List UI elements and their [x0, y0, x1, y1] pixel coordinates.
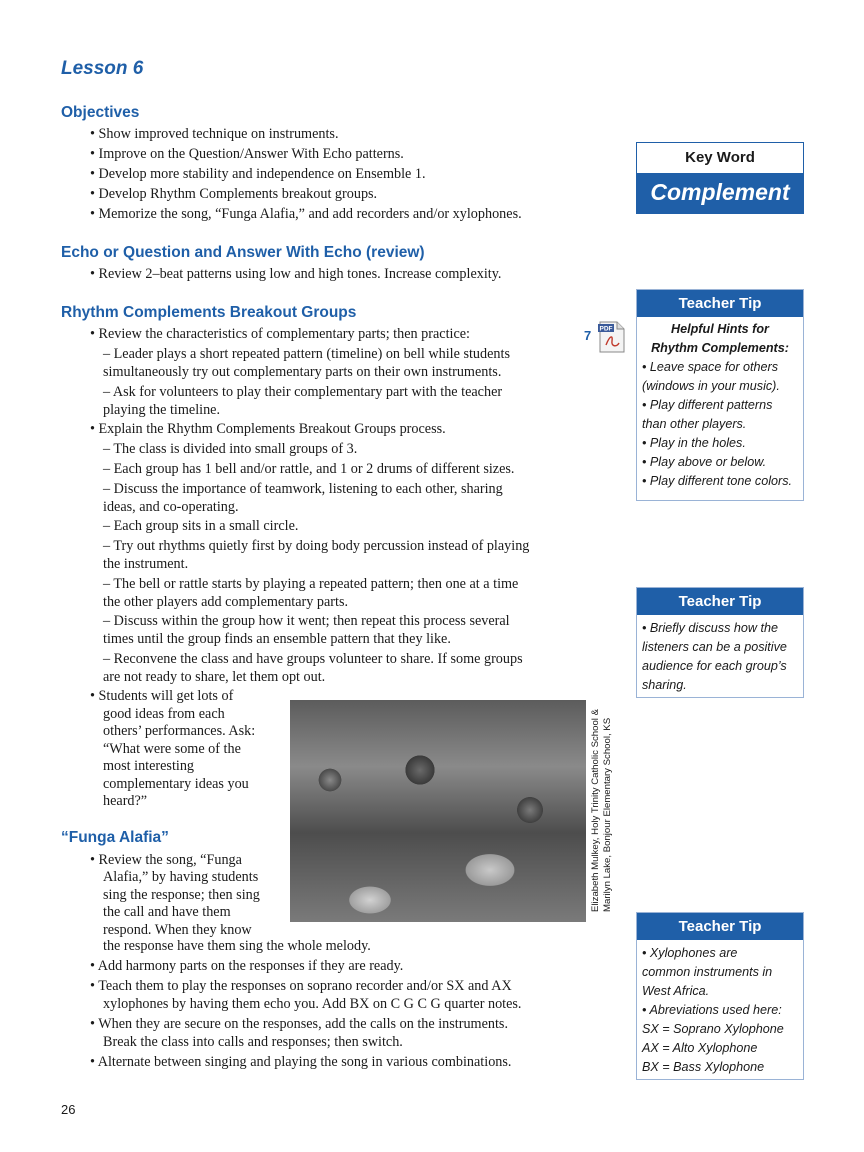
pdf-badge-text: PDF	[599, 325, 613, 333]
teacher-tip-box	[636, 587, 804, 698]
rhythm-line: – Reconvene the class and have groups volunteer to share. If some groups	[103, 651, 523, 667]
funga-line: the call and have them	[103, 904, 231, 920]
tip-line: listeners can be a positive	[642, 640, 787, 654]
tip-line: SX = Soprano Xylophone	[642, 1022, 784, 1036]
objective-item: • Develop Rhythm Complements breakout groups.	[90, 186, 378, 202]
funga-line: • Teach them to play the responses on soprano recorder and/or SX and AX	[90, 978, 512, 994]
tip-line: • Play different tone colors.	[642, 474, 793, 488]
tip-line: common instruments in	[642, 965, 773, 979]
objective-item: • Develop more stability and independence on Ensemble 1.	[90, 166, 426, 182]
classroom-drumming-photo	[290, 700, 586, 922]
tip-line: AX = Alto Xylophone	[642, 1041, 758, 1055]
rhythm-line: – Discuss within the group how it went; then repeat this process several	[103, 613, 510, 629]
tip-subtitle: Helpful Hints for	[671, 322, 769, 336]
rhythm-line: good ideas from each	[103, 706, 225, 722]
teacher-tip-heading: Teacher Tip	[637, 913, 803, 940]
tip-line: • Xylophones are	[642, 946, 738, 960]
key-word-box	[636, 142, 804, 214]
rhythm-line: are not ready to share, let them opt out.	[103, 669, 326, 685]
rhythm-line: ideas, and co-operating.	[103, 499, 239, 515]
rhythm-line: heard?”	[103, 793, 148, 809]
teacher-tip-box	[636, 289, 804, 501]
rhythm-line: – The bell or rattle starts by playing a repeated pattern; then one at a time	[103, 576, 519, 592]
rhythm-line: playing the timeline.	[103, 402, 221, 418]
tip-line: • Play in the holes.	[642, 436, 746, 450]
rhythm-line: complementary ideas you	[103, 776, 249, 792]
rhythm-line: simultaneously try out complementary parts on their own instruments.	[103, 364, 502, 380]
funga-line: • Add harmony parts on the responses if they are ready.	[90, 958, 404, 974]
teacher-tip-heading: Teacher Tip	[637, 588, 803, 615]
funga-line: Alafia,” by having students	[103, 869, 259, 885]
tip-line: • Play different patterns	[642, 398, 773, 412]
teacher-tip-heading: Teacher Tip	[637, 290, 803, 317]
funga-line: xylophones by having them echo you. Add BX on C G C G quarter notes.	[103, 996, 522, 1012]
rhythm-line: most interesting	[103, 758, 195, 774]
photo-credit-line: Marilyn Lake, Bonjour Elementary School, KS	[602, 717, 613, 912]
objective-item: • Show improved technique on instruments.	[90, 126, 339, 142]
photo-credit	[590, 709, 614, 912]
funga-line: Break the class into calls and responses; then switch.	[103, 1034, 403, 1050]
photo-credit-line: Elizabeth Mulkey, Holy Trinity Catholic School &	[590, 709, 601, 912]
rhythm-line: – Discuss the importance of teamwork, listening to each other, sharing	[103, 481, 503, 497]
rhythm-line: “What were some of the	[103, 741, 241, 757]
funga-line: • Alternate between singing and playing the song in various combinations.	[90, 1054, 512, 1070]
tip-line: than other players.	[642, 417, 747, 431]
rhythm-line: others’ performances. Ask:	[103, 723, 256, 739]
rhythm-line: the other players add complementary parts.	[103, 594, 349, 610]
objective-item: • Improve on the Question/Answer With Echo patterns.	[90, 146, 404, 162]
funga-line: sing the response; then sing	[103, 887, 260, 903]
rhythm-line: – Ask for volunteers to play their complementary part with the teacher	[103, 384, 503, 400]
rhythm-line: the instrument.	[103, 556, 189, 572]
pdf-reference-number[interactable]: 7	[584, 328, 592, 343]
rhythm-heading: Rhythm Complements Breakout Groups	[61, 304, 357, 321]
rhythm-line: • Review the characteristics of complementary parts; then practice:	[90, 326, 470, 342]
rhythm-line: – Each group has 1 bell and/or rattle, and 1 or 2 drums of different sizes.	[103, 461, 515, 477]
tip-line: • Play above or below.	[642, 455, 767, 469]
rhythm-line: – Each group sits in a small circle.	[103, 518, 299, 534]
tip-line: • Briefly discuss how the	[642, 621, 778, 635]
tip-line: BX = Bass Xylophone	[642, 1060, 765, 1074]
rhythm-line: – Try out rhythms quietly first by doing body percussion instead of playing	[103, 538, 530, 554]
teacher-tip-box	[636, 912, 804, 1080]
pdf-file-icon[interactable]	[598, 321, 626, 358]
funga-line: • When they are secure on the responses, add the calls on the instruments.	[90, 1016, 508, 1032]
tip-line: • Leave space for others	[642, 360, 779, 374]
rhythm-line: – The class is divided into small groups of 3.	[103, 441, 358, 457]
tip-line: audience for each group’s	[642, 659, 787, 673]
tip-subtitle: Rhythm Complements:	[651, 341, 789, 355]
rhythm-line: • Students will get lots of	[90, 688, 234, 704]
funga-heading: “Funga Alafia”	[61, 829, 169, 846]
objective-item: • Memorize the song, “Funga Alafia,” and add recorders and/or xylophones.	[90, 206, 522, 222]
funga-line: • Review the song, “Funga	[90, 852, 242, 868]
echo-heading: Echo or Question and Answer With Echo (review)	[61, 244, 425, 261]
page-number: 26	[61, 1102, 76, 1117]
tip-line: West Africa.	[642, 984, 710, 998]
rhythm-line: – Leader plays a short repeated pattern (timeline) on bell while students	[103, 346, 510, 362]
lesson-title: Lesson 6	[61, 58, 144, 79]
rhythm-line: times until the group finds an ensemble pattern that they like.	[103, 631, 451, 647]
tip-line: (windows in your music).	[642, 379, 780, 393]
funga-line: respond. When they know	[103, 922, 252, 938]
rhythm-line: • Explain the Rhythm Complements Breakout Groups process.	[90, 421, 446, 437]
key-word-label: Key Word	[685, 149, 755, 166]
key-word: Complement	[637, 173, 803, 213]
funga-line: the response have them sing the whole melody.	[103, 938, 371, 954]
echo-item: • Review 2–beat patterns using low and high tones. Increase complexity.	[90, 266, 502, 282]
objectives-heading: Objectives	[61, 104, 140, 121]
tip-line: • Abreviations used here:	[642, 1003, 782, 1017]
tip-line: sharing.	[642, 678, 687, 692]
